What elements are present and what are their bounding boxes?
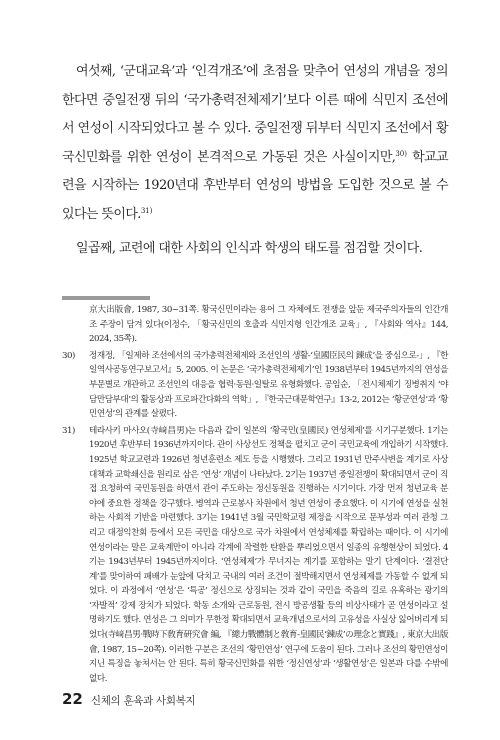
footnote-ref-31[interactable]: 31) — [140, 206, 153, 215]
page-footer — [62, 690, 448, 710]
footnote-29-continued — [62, 303, 448, 347]
footnote-text: 테라사키 마사오(寺﨑昌男)는 다음과 같이 일본의 ‘황국민(皇國民) 연성체제’를 시기구분했다. 1기는 1920년 후반부터 1936년까지이다. 관이 사상선도 정책을 펼치고 군이 국민교육에 개입하기 시작했다. 1925년 학교교련과 1926년 청년훈련소 제도 등을 시행했다. 그리고 1931년 만주사변을 계기로 사상대책과 교학쇄신을 원리로 삼은 ‘연성’ 개념이 나타났다. 2기는 1937년 중일전쟁이 확대되면서 군이 직접 요청하여 국민동원을 하면서 관이 주도하는 정신동원을 진행하는 시기이다. 가장 먼저 청년교육 분야에 중요한 정책을 강구했다. 병역과 근로봉사 차원에서 청년 연성이 중요했다. 이 시기에 연성을 실천하는 사회적 기반을 마련했다. 3기는 1941년 3월 국민학교령 제정을 시작으로 문부성과 여러 관청 그리고 대정익찬회 등에서 모든 국민을 대상으로 국가 차원에서 연성체제를 확립하는 때이다. 이 시기에 연성이라는 말은 교육계만이 아니라 각계에 작렬한 탄환을 뿌리었으면서 일종의 유행현상이 되었다. 4기는 1943년부터 1945년까지이다. ‘연성체제’가 무너지는 계기를 포함하는 말기 단계이다. ‘결전단계’를 맞이하여 패배가 눈앞에 닥치고 국내의 여러 조건이 절박해지면서 연성체제를 가동할 수 없게 되었다. 이 과정에서 ‘연성’은 ‘특공’ 정신으로 상징되는 것과 같이 국민을 죽음의 길로 유혹하는 광기의 ‘자발적’ 강제 장치가 되었다. 학동 소개와 근로동원, 전시 방공생활 등의 비상사태가 곧 연성이라고 설명하기도 했다. 연성은 그 의미가 무한정 확대되면서 교육개념으로서의 고유성을 사실상 잃어버리게 되었다(寺﨑昌男·戰時下敎育硏究會 編, 『總力戰體制と敎育-皇國民‘鍊成’の理念と實踐』, 東京大出版會, 1987, 15~20쪽). 이러한 구분은 조선의 ‘황민연성’ 연구에 도움이 된다. 그러나 조선의 황민연성이 지닌 특징을 놓쳐서는 안 된다. 특히 황국신민화를 위한 ‘정신연성’과 ‘생활연성’은 일본과 다를 수밖에 없다. — [89, 425, 448, 684]
body-text — [62, 58, 448, 264]
footnote-divider — [62, 296, 150, 300]
footnote-text: 京大出版會, 1987, 30~31쪽. 황국신민이라는 용어 그 자체에도 전쟁을 앞둔 제국주의자들의 인간개조 주장이 담겨 있다(이정수, 「황국신민의 호출과 식민지형 인간개조 교육」, 『사회와 역사』144, 2024, 35쪽). — [89, 305, 448, 345]
footnote-text: 정재정, 「일제하 조선에서의 국가총력전체제와 조선인의 생활-‘皇國臣民의 鍊成’을 중심으로-」, 『한일역사공동연구보고서』5, 2005. 이 논문은 ‘국가총력전체제기’인 1938년부터 1945년까지의 연성을 부문별로 개관하고 조선인의 대응을 협력·동원·일탈로 유형화했다. 공임순, 「전시체제기 징병취지 ‘야담만담부대’의 활동상과 프로파간다화의 역학」, 『한국근대문학연구』13-2, 2012는 ‘황군연성’과 ‘황민연성’의 관계를 살폈다. — [89, 350, 448, 420]
page-number: 22 — [62, 690, 83, 708]
body-paragraph-6 — [62, 58, 448, 229]
footnote-ref-30[interactable]: 30) — [395, 149, 407, 158]
paragraph-6-text: 여섯째, ‘군대교육’과 ‘인격개조’에 초점을 맞추어 연성의 개념을 정의한다면 중일전쟁 뒤의 ‘국가총력전체제기’보다 이른 때에 식민지 조선에서 연성이 시작되었다고 볼 수 있다. 중일전쟁 뒤부터 식민지 조선에서 황국신민화를 위한 연성이 본격적으로 가동된 것은 사실이지만, — [62, 64, 448, 165]
footnote-30 — [62, 349, 448, 422]
paragraph-6-continuation: 학교교련을 시작하는 1920년대 후반부터 연성의 방법을 도입한 것으로 볼 수 있다는 뜻이다. — [62, 149, 448, 222]
footnote-number: 30) — [62, 350, 75, 361]
footnote-number: 31) — [62, 425, 75, 436]
footnotes — [62, 303, 448, 686]
body-paragraph-7: 일곱째, 교련에 대한 사회의 인식과 학생의 태도를 점검할 것이다. — [76, 241, 423, 256]
running-title: 신체의 훈육과 사회복지 — [90, 695, 196, 707]
footnote-31 — [62, 424, 448, 687]
